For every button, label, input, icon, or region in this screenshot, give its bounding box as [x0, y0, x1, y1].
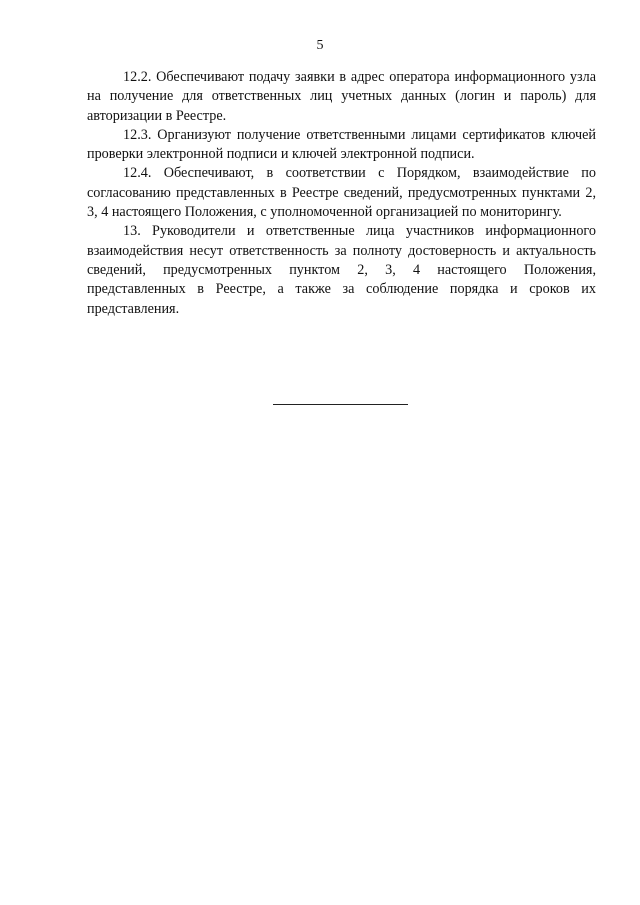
paragraph-12-4: 12.4. Обеспечивают, в соответствии с Порядком, взаимодействие по согласованию представленных в Реестре сведений, предусмотренных пунктами 2, 3, 4 настоящего Положения, с уполномоченной организацией по мониторингу.: [87, 165, 596, 221]
paragraph-12-3: 12.3. Организуют получение ответственными лицами сертификатов ключей проверки электронной подписи и ключей электронной подписи.: [87, 126, 596, 163]
paragraph-13: 13. Руководители и ответственные лица участников информационного взаимодействия несут ответственность за полноту достоверность и актуальность сведений, предусмотренных пунктом 2, 3, 4 настоящего Положения, представленных в Реестре, а также за соблюдение порядка и сроков их представления.: [87, 223, 596, 317]
page-number: 5: [316, 38, 324, 53]
document-body: [87, 68, 596, 319]
paragraph-12-2: 12.2. Обеспечивают подачу заявки в адрес оператора информационного узла на получение для ответственных лиц учетных данных (логин и пароль) для авторизации в Реестре.: [87, 69, 596, 124]
end-separator-line: [273, 404, 408, 405]
